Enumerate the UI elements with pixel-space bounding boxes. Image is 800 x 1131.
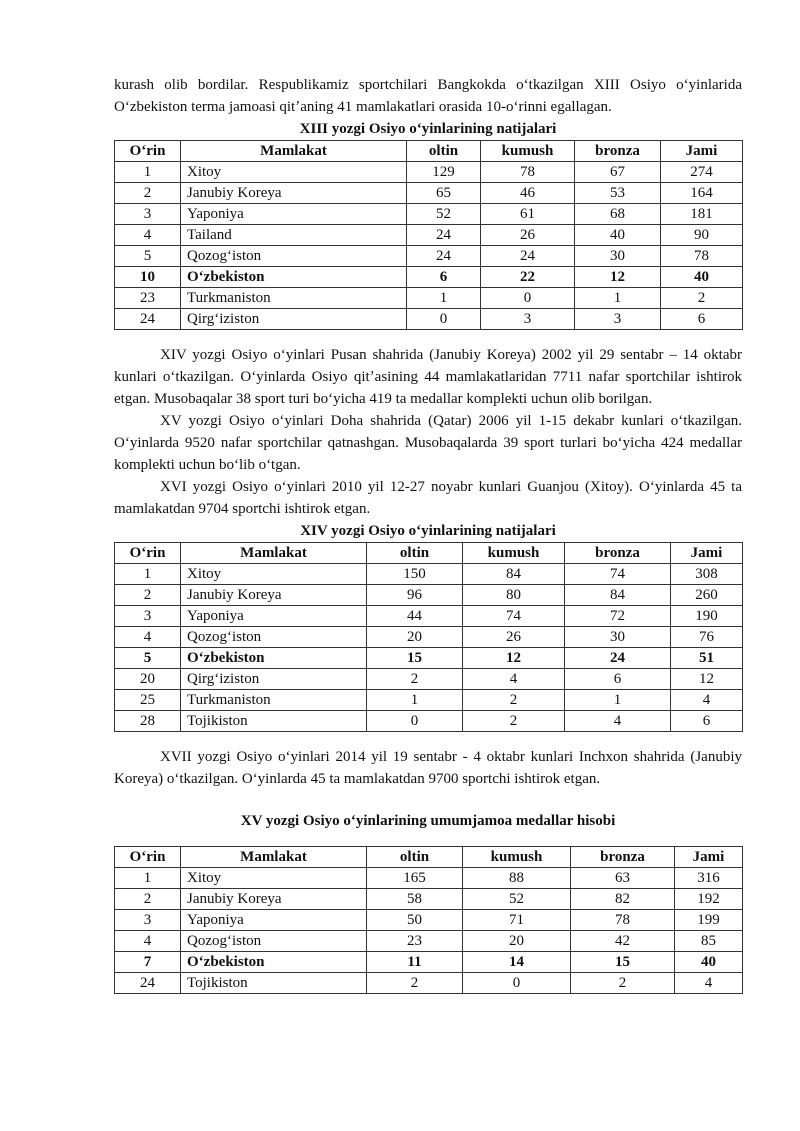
table-cell: 181 bbox=[661, 204, 743, 225]
table-cell: 20 bbox=[463, 931, 571, 952]
country-cell: Qirgʻiziston bbox=[181, 309, 407, 330]
table-cell: 78 bbox=[661, 246, 743, 267]
table-cell: 3 bbox=[115, 910, 181, 931]
table-cell: 190 bbox=[671, 606, 743, 627]
table-cell: 2 bbox=[115, 585, 181, 606]
table-cell: 20 bbox=[367, 627, 463, 648]
table1-header-cell: oltin bbox=[407, 141, 481, 162]
table-row bbox=[115, 225, 743, 246]
table1-header-cell: Oʻrin bbox=[115, 141, 181, 162]
table-cell: 6 bbox=[661, 309, 743, 330]
table-cell: 50 bbox=[367, 910, 463, 931]
country-cell: Qozogʻiston bbox=[181, 931, 367, 952]
table-cell: 0 bbox=[367, 711, 463, 732]
country-cell: Yaponiya bbox=[181, 910, 367, 931]
table-cell: 150 bbox=[367, 564, 463, 585]
table-cell: 24 bbox=[407, 225, 481, 246]
table-cell: 15 bbox=[367, 648, 463, 669]
table-cell: 24 bbox=[115, 309, 181, 330]
table3-header-row bbox=[115, 847, 743, 868]
table-cell: 24 bbox=[481, 246, 575, 267]
table-row bbox=[115, 711, 743, 732]
table-row bbox=[115, 162, 743, 183]
country-cell: Tojikiston bbox=[181, 973, 367, 994]
country-cell: Qozogʻiston bbox=[181, 627, 367, 648]
country-cell: Xitoy bbox=[181, 564, 367, 585]
table-cell: 0 bbox=[463, 973, 571, 994]
table2-body bbox=[115, 564, 743, 732]
table-cell: 11 bbox=[367, 952, 463, 973]
table-cell: 308 bbox=[671, 564, 743, 585]
table-cell: 67 bbox=[575, 162, 661, 183]
table-cell: 1 bbox=[115, 162, 181, 183]
table-cell: 63 bbox=[571, 868, 675, 889]
table-cell: 199 bbox=[675, 910, 743, 931]
table-row bbox=[115, 931, 743, 952]
table1-header-cell: Jami bbox=[661, 141, 743, 162]
table-cell: 74 bbox=[463, 606, 565, 627]
country-cell: Tojikiston bbox=[181, 711, 367, 732]
paragraph-xvi: XVI yozgi Osiyo oʻyinlari 2010 yil 12-27 noyabr kunlari Guanjou (Xitoy). Oʻyinlarda 45 ta mamlakatdan 9704 sportchi ishtirok etgan. bbox=[114, 479, 742, 517]
table-cell: 44 bbox=[367, 606, 463, 627]
country-cell: Oʻzbekiston bbox=[181, 952, 367, 973]
table2-header-cell: Mamlakat bbox=[181, 543, 367, 564]
table-row bbox=[115, 204, 743, 225]
table1-header-cell: Mamlakat bbox=[181, 141, 407, 162]
table-row bbox=[115, 309, 743, 330]
table3-header-cell: oltin bbox=[367, 847, 463, 868]
table-cell: 52 bbox=[463, 889, 571, 910]
country-cell: Qirgʻiziston bbox=[181, 669, 367, 690]
table-cell: 53 bbox=[575, 183, 661, 204]
table-cell: 1 bbox=[367, 690, 463, 711]
table2-header-cell: Jami bbox=[671, 543, 743, 564]
table-cell: 6 bbox=[565, 669, 671, 690]
table3-header-cell: Jami bbox=[675, 847, 743, 868]
paragraph-xv: XV yozgi Osiyo oʻyinlari Doha shahrida (Qatar) 2006 yil 1-15 dekabr kunlari oʻtkazilgan. Oʻyinlarda 9520 nafar sportchilar qatnashgan. Musobaqalarda 39 sport turlari boʻyicha 424 medallar komplekti uchun boʻlib oʻtgan. bbox=[114, 413, 742, 473]
table-cell: 5 bbox=[115, 246, 181, 267]
table2-header-cell: Oʻrin bbox=[115, 543, 181, 564]
table-cell: 2 bbox=[571, 973, 675, 994]
table2-header-cell: kumush bbox=[463, 543, 565, 564]
country-cell: Oʻzbekiston bbox=[181, 267, 407, 288]
table2 bbox=[114, 542, 743, 732]
paragraph-xiv: XIV yozgi Osiyo oʻyinlari Pusan shahrida (Janubiy Koreya) 2002 yil 29 sentabr – 14 oktabr kunlari oʻtkazilgan. Oʻyinlarda Osiyo qitʼasining 44 mamlakatlaridan 7711 nafar sportchilar ishtirok etgan. Musobaqalar 38 sport turi boʻyicha 419 ta medallar komplekti uchun olib borilgan. bbox=[114, 347, 742, 407]
table-cell: 90 bbox=[661, 225, 743, 246]
table-cell: 1 bbox=[407, 288, 481, 309]
table-cell: 2 bbox=[367, 669, 463, 690]
table-cell: 14 bbox=[463, 952, 571, 973]
table-row bbox=[115, 868, 743, 889]
table-cell: 78 bbox=[571, 910, 675, 931]
table-row bbox=[115, 564, 743, 585]
table-cell: 42 bbox=[571, 931, 675, 952]
table3-header-cell: bronza bbox=[571, 847, 675, 868]
table-cell: 23 bbox=[367, 931, 463, 952]
table-row bbox=[115, 267, 743, 288]
table1-title: XIII yozgi Osiyo oʻyinlarining natijalari bbox=[299, 121, 557, 137]
table-cell: 61 bbox=[481, 204, 575, 225]
table-row bbox=[115, 183, 743, 204]
table-cell: 88 bbox=[463, 868, 571, 889]
table-cell: 2 bbox=[463, 690, 565, 711]
table-cell: 4 bbox=[115, 931, 181, 952]
table-cell: 65 bbox=[407, 183, 481, 204]
table-cell: 26 bbox=[463, 627, 565, 648]
table-cell: 40 bbox=[675, 952, 743, 973]
table-cell: 1 bbox=[575, 288, 661, 309]
table-cell: 4 bbox=[463, 669, 565, 690]
table-cell: 12 bbox=[671, 669, 743, 690]
document-page bbox=[114, 74, 742, 994]
table-cell: 165 bbox=[367, 868, 463, 889]
table-cell: 2 bbox=[367, 973, 463, 994]
table-cell: 2 bbox=[661, 288, 743, 309]
table-cell: 4 bbox=[675, 973, 743, 994]
table2-title: XIV yozgi Osiyo oʻyinlarining natijalari bbox=[300, 523, 556, 539]
table3-header-cell: Oʻrin bbox=[115, 847, 181, 868]
table-cell: 25 bbox=[115, 690, 181, 711]
table-cell: 2 bbox=[115, 889, 181, 910]
table-cell: 6 bbox=[407, 267, 481, 288]
intro-paragraph: kurash olib bordilar. Respublikamiz sportchilari Bangkokda oʻtkazilgan XIII Osiyo oʻyinlarida Oʻzbekiston terma jamoasi qitʼaning 41 mamlakatlari orasida 10-oʻrinni egallagan. bbox=[114, 77, 742, 115]
table-cell: 15 bbox=[571, 952, 675, 973]
table-cell: 58 bbox=[367, 889, 463, 910]
table-cell: 22 bbox=[481, 267, 575, 288]
table2-header-row bbox=[115, 543, 743, 564]
table-cell: 3 bbox=[115, 204, 181, 225]
table-cell: 30 bbox=[575, 246, 661, 267]
table2-header-cell: oltin bbox=[367, 543, 463, 564]
table-cell: 76 bbox=[671, 627, 743, 648]
country-cell: Janubiy Koreya bbox=[181, 889, 367, 910]
table-cell: 71 bbox=[463, 910, 571, 931]
table-cell: 260 bbox=[671, 585, 743, 606]
table1-body bbox=[115, 162, 743, 330]
table-cell: 68 bbox=[575, 204, 661, 225]
table3-title: XV yozgi Osiyo oʻyinlarining umumjamoa medallar hisobi bbox=[240, 813, 616, 829]
table-cell: 24 bbox=[115, 973, 181, 994]
table-row bbox=[115, 246, 743, 267]
table-row bbox=[115, 669, 743, 690]
country-cell: Yaponiya bbox=[181, 204, 407, 225]
table-cell: 12 bbox=[575, 267, 661, 288]
table-cell: 30 bbox=[565, 627, 671, 648]
table-cell: 1 bbox=[115, 868, 181, 889]
table-row bbox=[115, 690, 743, 711]
table1-header-cell: kumush bbox=[481, 141, 575, 162]
table-cell: 1 bbox=[115, 564, 181, 585]
country-cell: Turkmaniston bbox=[181, 690, 367, 711]
table-row bbox=[115, 606, 743, 627]
table2-header-cell: bronza bbox=[565, 543, 671, 564]
table-row bbox=[115, 288, 743, 309]
table-cell: 52 bbox=[407, 204, 481, 225]
table1-header-row bbox=[115, 141, 743, 162]
table-cell: 3 bbox=[115, 606, 181, 627]
country-cell: Qozogʻiston bbox=[181, 246, 407, 267]
table-cell: 40 bbox=[575, 225, 661, 246]
table1 bbox=[114, 140, 743, 330]
table-cell: 20 bbox=[115, 669, 181, 690]
table-cell: 40 bbox=[661, 267, 743, 288]
table-cell: 274 bbox=[661, 162, 743, 183]
table-cell: 28 bbox=[115, 711, 181, 732]
table-cell: 84 bbox=[463, 564, 565, 585]
table-cell: 0 bbox=[481, 288, 575, 309]
table-row bbox=[115, 910, 743, 931]
table-cell: 2 bbox=[115, 183, 181, 204]
table-cell: 46 bbox=[481, 183, 575, 204]
table3 bbox=[114, 846, 743, 994]
table-cell: 51 bbox=[671, 648, 743, 669]
country-cell: Janubiy Koreya bbox=[181, 183, 407, 204]
table-cell: 4 bbox=[115, 225, 181, 246]
table-cell: 316 bbox=[675, 868, 743, 889]
table-cell: 192 bbox=[675, 889, 743, 910]
table-cell: 7 bbox=[115, 952, 181, 973]
table-cell: 4 bbox=[565, 711, 671, 732]
table-cell: 1 bbox=[565, 690, 671, 711]
table-cell: 5 bbox=[115, 648, 181, 669]
table-cell: 23 bbox=[115, 288, 181, 309]
table-cell: 4 bbox=[115, 627, 181, 648]
table-row bbox=[115, 952, 743, 973]
table-cell: 3 bbox=[481, 309, 575, 330]
table-cell: 3 bbox=[575, 309, 661, 330]
table-cell: 82 bbox=[571, 889, 675, 910]
table3-body bbox=[115, 868, 743, 994]
table-row bbox=[115, 648, 743, 669]
table-cell: 96 bbox=[367, 585, 463, 606]
table-cell: 12 bbox=[463, 648, 565, 669]
country-cell: Janubiy Koreya bbox=[181, 585, 367, 606]
country-cell: Yaponiya bbox=[181, 606, 367, 627]
table-cell: 80 bbox=[463, 585, 565, 606]
table1-header-cell: bronza bbox=[575, 141, 661, 162]
table-cell: 2 bbox=[463, 711, 565, 732]
country-cell: Xitoy bbox=[181, 162, 407, 183]
table-row bbox=[115, 627, 743, 648]
table3-header-cell: Mamlakat bbox=[181, 847, 367, 868]
table-cell: 24 bbox=[407, 246, 481, 267]
country-cell: Xitoy bbox=[181, 868, 367, 889]
table-cell: 4 bbox=[671, 690, 743, 711]
table-row bbox=[115, 973, 743, 994]
table-cell: 84 bbox=[565, 585, 671, 606]
table-row bbox=[115, 585, 743, 606]
table-cell: 78 bbox=[481, 162, 575, 183]
table-cell: 24 bbox=[565, 648, 671, 669]
country-cell: Oʻzbekiston bbox=[181, 648, 367, 669]
table-cell: 85 bbox=[675, 931, 743, 952]
paragraph-xvii: XVII yozgi Osiyo oʻyinlari 2014 yil 19 sentabr - 4 oktabr kunlari Inchxon shahrida (Janubiy Koreya) oʻtkazilgan. Oʻyinlarda 45 ta mamlakatdan 9700 sportchi ishtirok etgan. bbox=[114, 749, 742, 787]
country-cell: Turkmaniston bbox=[181, 288, 407, 309]
table-cell: 6 bbox=[671, 711, 743, 732]
table-cell: 74 bbox=[565, 564, 671, 585]
table-cell: 164 bbox=[661, 183, 743, 204]
table-cell: 26 bbox=[481, 225, 575, 246]
table-cell: 10 bbox=[115, 267, 181, 288]
table-row bbox=[115, 889, 743, 910]
table-cell: 129 bbox=[407, 162, 481, 183]
table-cell: 72 bbox=[565, 606, 671, 627]
table3-header-cell: kumush bbox=[463, 847, 571, 868]
country-cell: Tailand bbox=[181, 225, 407, 246]
table-cell: 0 bbox=[407, 309, 481, 330]
